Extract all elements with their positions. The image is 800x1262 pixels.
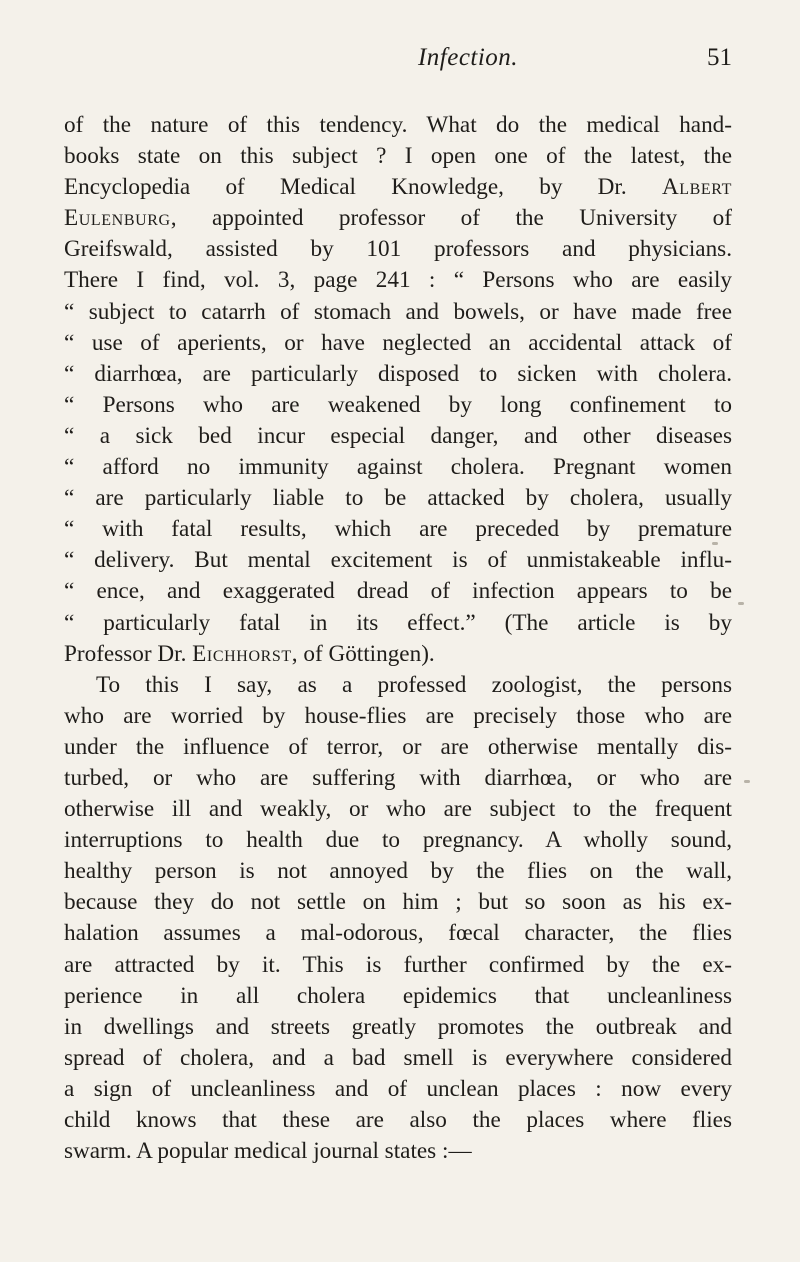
text-line: because they do not settle on him ; but so soon as his ex- <box>64 889 732 916</box>
quote-line: “ Persons who are weakened by long confinement to <box>64 391 732 418</box>
quote-line: “ use of aperients, or have neglected an accidental attack of <box>64 329 732 356</box>
text-line <box>64 172 732 203</box>
margin-speck <box>738 602 744 605</box>
quote-line: “ delivery. But mental excitement is of unmistakeable influ- <box>64 547 732 574</box>
text-line: are attracted by it. This is further confirmed by the ex- <box>64 951 732 978</box>
text-line: otherwise ill and weakly, or who are subject to the frequent <box>64 796 732 823</box>
text-line: under the influence of terror, or are otherwise mentally dis- <box>64 733 732 760</box>
text-fragment: Professor Dr. <box>64 640 193 667</box>
running-head <box>0 44 800 84</box>
running-title: Infection. <box>417 44 519 71</box>
body-text <box>64 110 732 1167</box>
text-line: a sign of uncleanliness and of unclean places : now every <box>64 1075 732 1102</box>
text-fragment: , appointed professor of the University of <box>170 205 732 232</box>
quote-line: “ with fatal results, which are preceded by premature <box>64 516 732 543</box>
author-surname: Eulenburg <box>64 205 171 232</box>
text-line: books state on this subject ? I open one of the latest, the <box>64 143 732 170</box>
quote-line: “ are particularly liable to be attacked by cholera, usually <box>64 485 732 512</box>
text-line: child knows that these are also the places where flies <box>64 1107 732 1133</box>
text-fragment: Encyclopedia of Medical Knowledge, by Dr. <box>64 174 662 201</box>
quote-line: “ afford no immunity against cholera. Pregnant women <box>64 454 732 481</box>
quote-line: “ particularly fatal in its effect.” (The article is by <box>64 609 732 636</box>
quote-line: “ a sick bed incur especial danger, and other diseases <box>64 422 732 449</box>
text-line: swarm. A popular medical journal states :— <box>64 1138 472 1165</box>
margin-speck <box>712 542 718 545</box>
text-line: perience in all cholera epidemics that uncleanliness <box>64 982 732 1009</box>
text-line: interruptions to health due to pregnancy. A wholly sound, <box>64 827 732 854</box>
text-line: There I find, vol. 3, page 241 : “ Persons who are easily <box>64 267 732 294</box>
text-line: Greifswald, assisted by 101 professors and physicians. <box>64 236 732 263</box>
text-line: of the nature of this tendency. What do the medical hand- <box>64 112 732 138</box>
paragraph-start-line: To this I say, as a professed zoologist, the persons <box>96 671 732 698</box>
margin-speck <box>744 780 750 783</box>
quote-line: “ ence, and exaggerated dread of infection appears to be <box>64 578 732 605</box>
author-name: Albert <box>661 174 732 201</box>
text-fragment: , of Göttingen). <box>291 640 435 667</box>
quote-line: “ subject to catarrh of stomach and bowels, or have made free <box>64 298 732 325</box>
text-line <box>64 639 732 670</box>
author-name: Eichhorst <box>192 640 292 667</box>
text-line: who are worried by house-flies are precisely those who are <box>64 702 732 729</box>
text-line: in dwellings and streets greatly promotes the outbreak and <box>64 1013 732 1040</box>
text-line <box>64 203 732 234</box>
text-line: healthy person is not annoyed by the flies on the wall, <box>64 858 732 885</box>
text-line: spread of cholera, and a bad smell is everywhere considered <box>64 1044 732 1071</box>
quote-line: “ diarrhœa, are particularly disposed to sicken with cholera. <box>64 360 732 387</box>
page-number: 51 <box>707 44 732 71</box>
text-line: turbed, or who are suffering with diarrhœa, or who are <box>64 764 732 791</box>
text-line: halation assumes a mal-odorous, fœcal character, the flies <box>64 920 732 947</box>
